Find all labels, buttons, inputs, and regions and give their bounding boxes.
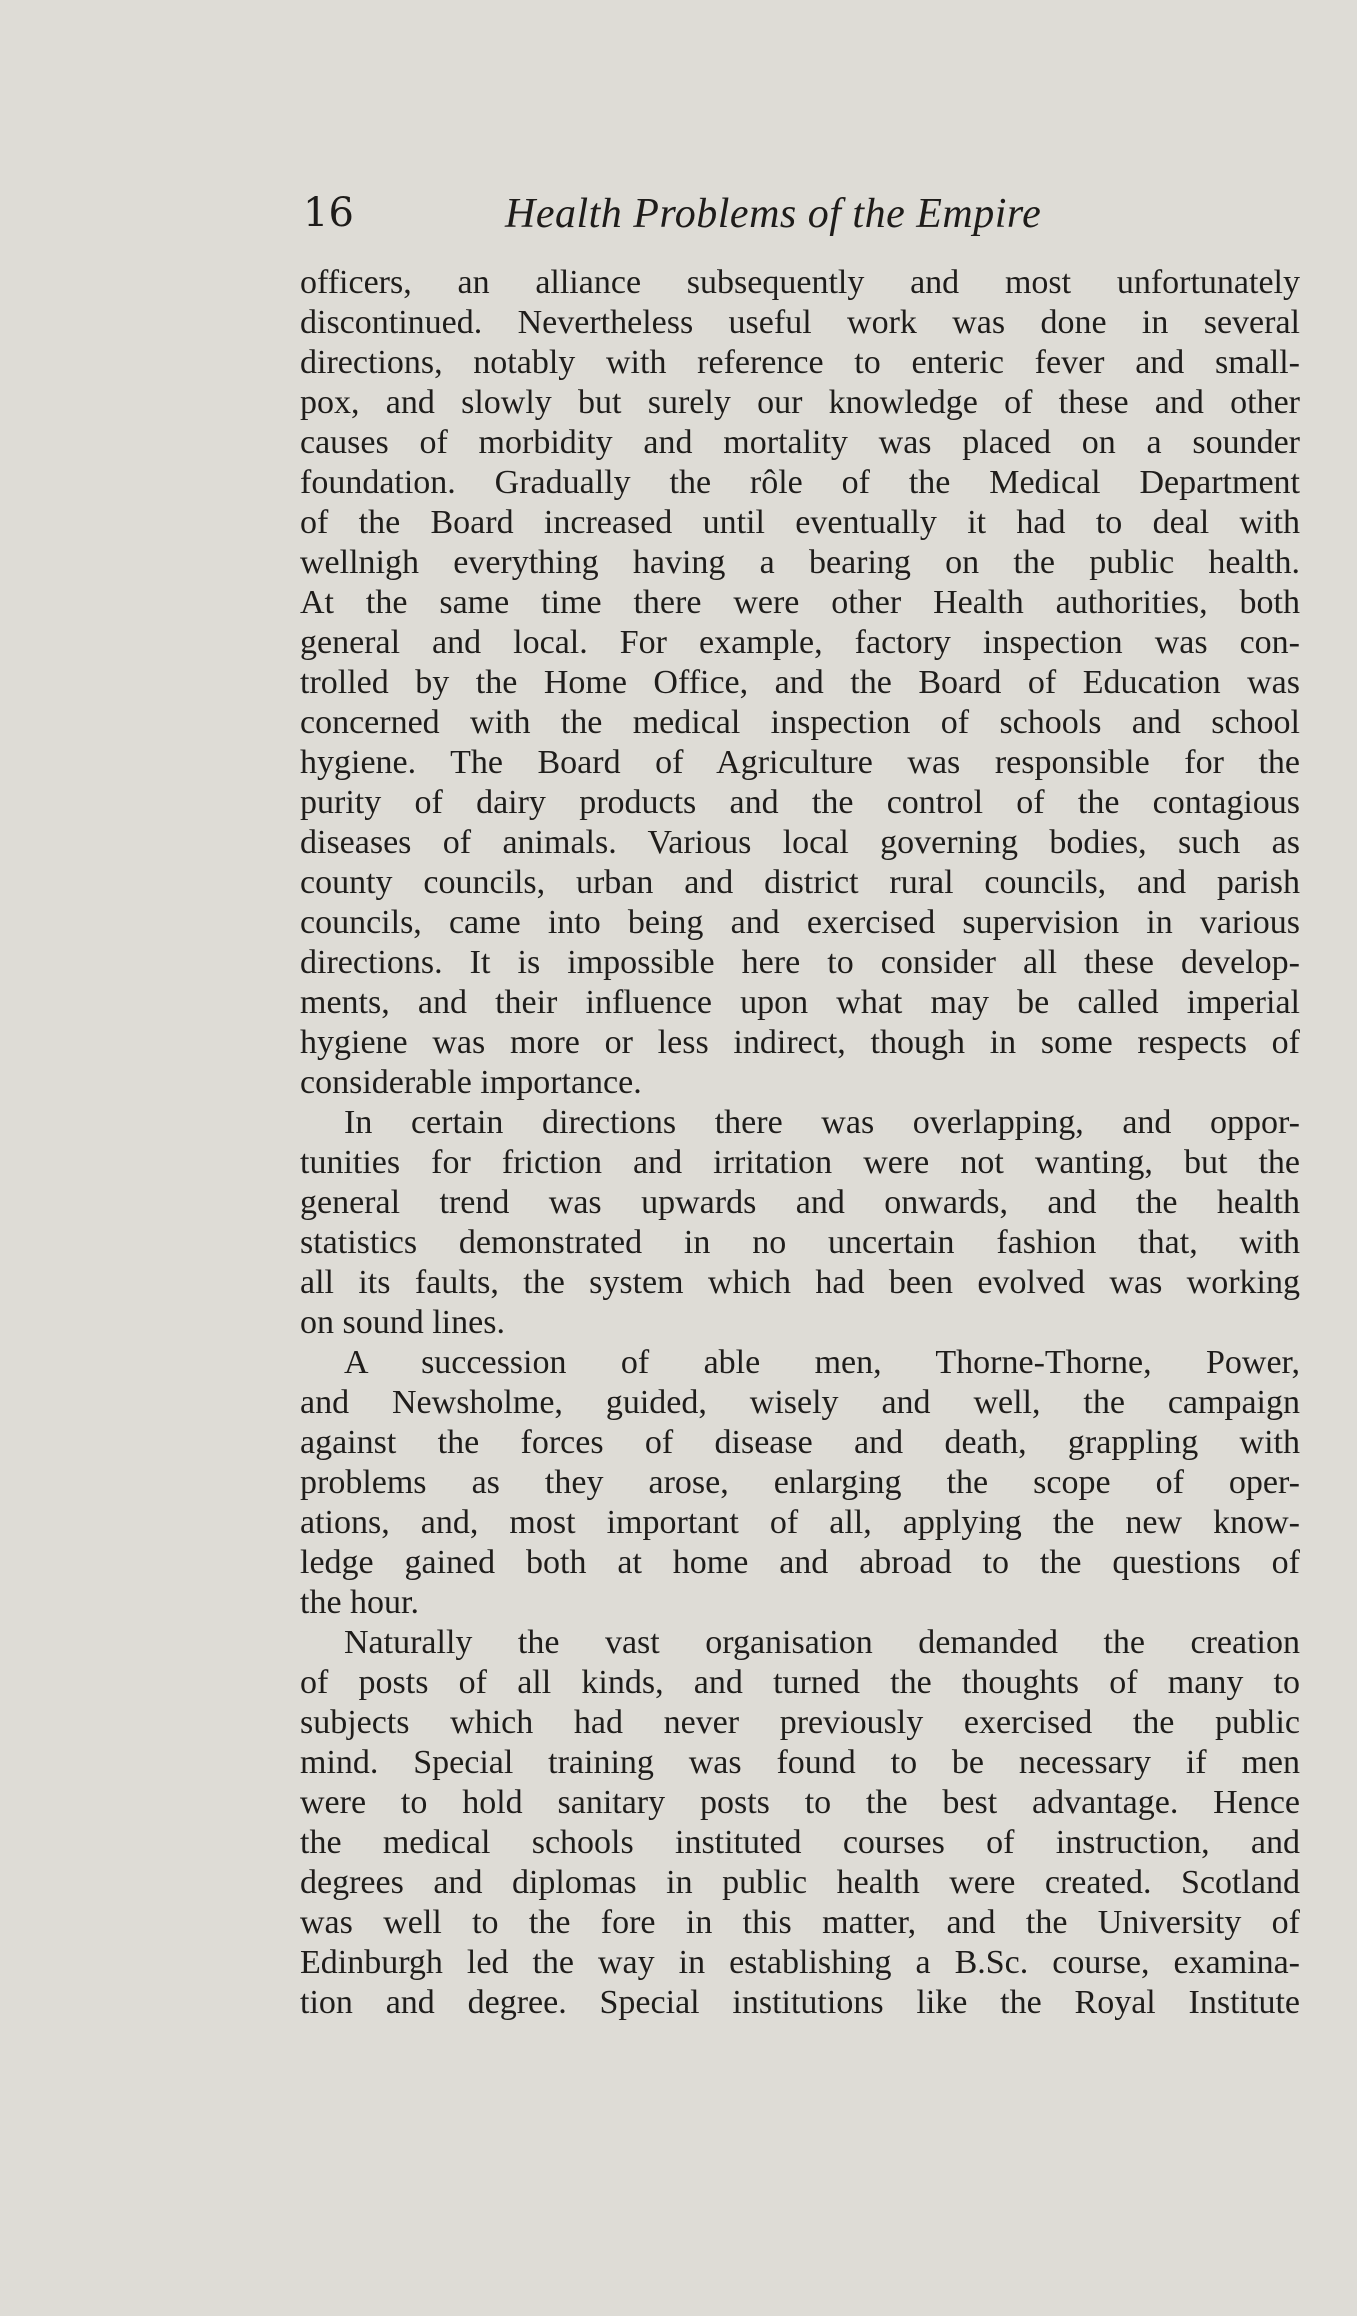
text-line: purity of dairy products and the control of the contagious [300, 784, 1300, 821]
text-line: mind. Special training was found to be necessary if men [300, 1744, 1300, 1781]
text-line: degrees and diplomas in public health were created. Scotland [300, 1864, 1300, 1901]
text-line: directions. It is impossible here to consider all these develop- [300, 944, 1300, 981]
page-header [303, 188, 1303, 248]
text-line: subjects which had never previously exercised the public [300, 1704, 1300, 1741]
text-line: pox, and slowly but surely our knowledge of these and other [300, 384, 1300, 421]
text-line: of the Board increased until eventually it had to deal with [300, 504, 1300, 541]
text-line: concerned with the medical inspection of schools and school [300, 704, 1300, 741]
paragraph [300, 1623, 1300, 2023]
text-line: foundation. Gradually the rôle of the Medical Department [300, 464, 1300, 501]
text-line: ments, and their influence upon what may be called imperial [300, 984, 1300, 1021]
paragraph [300, 1343, 1300, 1623]
text-line: the medical schools instituted courses of instruction, and [300, 1824, 1300, 1861]
paragraph [300, 1103, 1300, 1343]
text-line: and Newsholme, guided, wisely and well, the campaign [300, 1384, 1300, 1421]
text-line: ledge gained both at home and abroad to the questions of [300, 1544, 1300, 1581]
text-line: on sound lines. [300, 1304, 505, 1341]
text-line: trolled by the Home Office, and the Board of Education was [300, 664, 1300, 701]
text-line: were to hold sanitary posts to the best advantage. Hence [300, 1784, 1300, 1821]
text-line: all its faults, the system which had been evolved was working [300, 1264, 1300, 1301]
text-line: general and local. For example, factory inspection was con- [300, 624, 1300, 661]
text-line: officers, an alliance subsequently and most unfortunately [300, 264, 1300, 301]
text-line: against the forces of disease and death, grappling with [300, 1424, 1300, 1461]
text-line: was well to the fore in this matter, and the University of [300, 1904, 1300, 1941]
running-title: Health Problems of the Empire [505, 191, 1042, 237]
body-text [300, 263, 1300, 2023]
text-line: considerable importance. [300, 1064, 642, 1101]
page-number: 16 [303, 190, 354, 236]
text-line: Naturally the vast organisation demanded the creation [344, 1624, 1300, 1661]
text-line: A succession of able men, Thorne-Thorne, Power, [344, 1344, 1300, 1381]
text-line: directions, notably with reference to enteric fever and small- [300, 344, 1300, 381]
text-line: discontinued. Nevertheless useful work was done in several [300, 304, 1300, 341]
text-line: councils, came into being and exercised supervision in various [300, 904, 1300, 941]
text-line: of posts of all kinds, and turned the thoughts of many to [300, 1664, 1300, 1701]
text-line: statistics demonstrated in no uncertain fashion that, with [300, 1224, 1300, 1261]
text-line: general trend was upwards and onwards, and the health [300, 1184, 1300, 1221]
text-line: hygiene. The Board of Agriculture was responsible for the [300, 744, 1300, 781]
text-line: the hour. [300, 1584, 419, 1621]
text-line: diseases of animals. Various local governing bodies, such as [300, 824, 1300, 861]
text-line: In certain directions there was overlapping, and oppor- [344, 1104, 1300, 1141]
text-line: Edinburgh led the way in establishing a B.Sc. course, examina- [300, 1944, 1300, 1981]
text-line: causes of morbidity and mortality was placed on a sounder [300, 424, 1300, 461]
text-line: wellnigh everything having a bearing on the public health. [300, 544, 1300, 581]
text-line: hygiene was more or less indirect, though in some respects of [300, 1024, 1300, 1061]
text-line: county councils, urban and district rural councils, and parish [300, 864, 1300, 901]
text-line: At the same time there were other Health authorities, both [300, 584, 1300, 621]
text-line: tunities for friction and irritation were not wanting, but the [300, 1144, 1300, 1181]
paragraph [300, 263, 1300, 1103]
text-line: tion and degree. Special institutions like the Royal Institute [300, 1984, 1300, 2021]
text-line: ations, and, most important of all, applying the new know- [300, 1504, 1300, 1541]
text-line: problems as they arose, enlarging the scope of oper- [300, 1464, 1300, 1501]
